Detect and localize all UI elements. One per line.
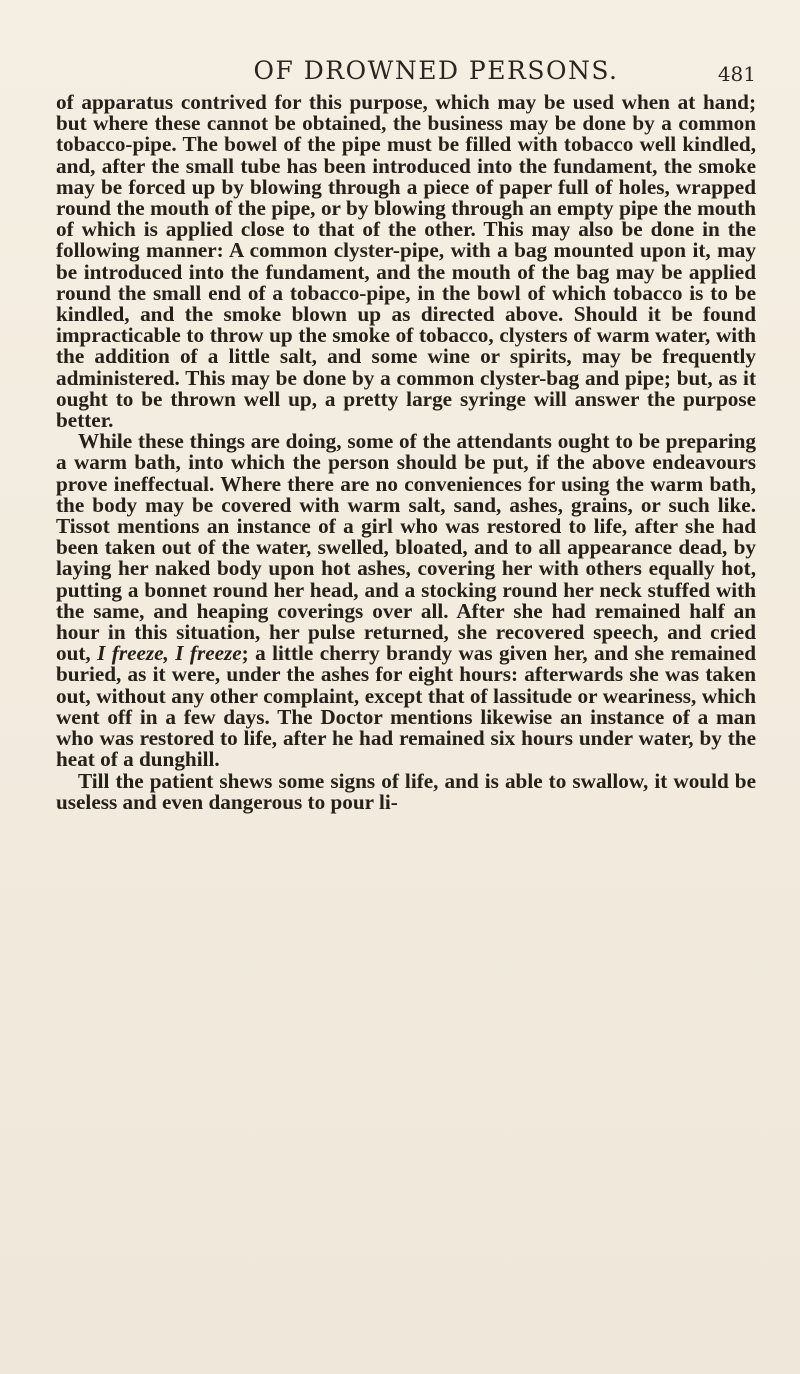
paragraph-2-text-b: ; a little cherry brandy was given her, and she remained buried, as it were, under the ashes for eight hours: afterwards she was taken out, without any other complaint, except that of lassitude or weariness, which went off in a few days. The Doctor mentions likewise an instance of a man who was restored to life, after he had remained six hours under water, by the heat of a dunghill.	[56, 641, 756, 772]
running-title: OF DROWNED PERSONS.	[253, 56, 619, 85]
paragraph-2-italic-quote: I freeze, I freeze	[97, 641, 242, 666]
paragraph-3-text: Till the patient shews some signs of life, and is able to swallow, it would be useless and even dangerous to pour li-	[56, 768, 756, 814]
paragraph-2	[56, 431, 756, 770]
paragraph-3	[56, 768, 756, 814]
body-text	[56, 92, 756, 813]
page-number: 481	[717, 62, 756, 86]
paragraph-1	[56, 92, 756, 431]
paragraph-2-text-a: While these things are doing, some of the attendants ought to be preparing a warm bath, into which the person should be put, if the above endeavours prove ineffectual. Where there are no conveniences for using the warm bath, the body may be covered with warm salt, sand, ashes, grains, or such like. Tissot mentions an instance of a girl who was restored to life, after she had been taken out of the water, swelled, bloated, and to all appearance dead, by laying her naked body upon hot ashes, covering her with others equally hot, putting a bonnet round her head, and a stocking round her neck stuffed with the same, and heaping coverings over all. After she had remained half an hour in this situation, her pulse returned, she recovered speech, and cried out,	[56, 429, 756, 666]
page-header	[56, 56, 756, 92]
paragraph-1-text: of apparatus contrived for this purpose, which may be used when at hand; but where these cannot be obtained, the business may be done by a common tobacco-pipe. The bowel of the pipe must be filled with tobacco well kindled, and, after the small tube has been introduced into the fundament, the smoke may be forced up by blowing through a piece of paper full of holes, wrapped round the mouth of the pipe, or by blowing through an empty pipe the mouth of which is applied close to that of the other. This may also be done in the following manner: A common clyster-pipe, with a bag mounted upon it, may be introduced into the fundament, and the mouth of the bag may be applied round the small end of a tobacco-pipe, in the bowl of which tobacco is to be kindled, and the smoke blown up as directed above. Should it be found impracticable to throw up the smoke of tobacco, clysters of warm water, with the addition of a little salt, and some wine or spirits, may be frequently administered. This may be done by a common clyster-bag and pipe; but, as it ought to be thrown well up, a pretty large syringe will answer the purpose better.	[56, 90, 756, 433]
